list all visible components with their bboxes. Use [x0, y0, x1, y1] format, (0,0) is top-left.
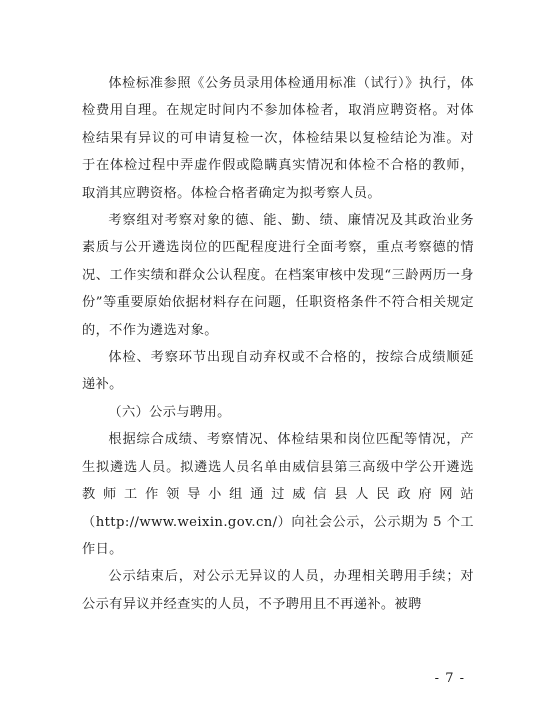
paragraph-substitution: 体检、考察环节出现自动弃权或不合格的，按综合成绩顺延递补。: [82, 350, 474, 393]
document-body: [82, 70, 474, 618]
paragraph-after-publicity: 公示结束后，对公示无异议的人员，办理相关聘用手续；对公示有异议并经查实的人员，不予聘用且不再递补。被聘: [82, 569, 474, 612]
paragraph-selection: 根据综合成绩、考察情况、体检结果和岗位匹配等情况，产生拟遴选人员。拟遴选人员名单由威信县第三高级中学公开遴选教师工作领导小组通过威信县人民政府网站（http://www.weixin.gov.cn/）向社会公示，公示期为 5 个工作日。: [82, 432, 474, 557]
paragraph-physical-exam: 体检标准参照《公务员录用体检通用标准（试行）》执行，体检费用自理。在规定时间内不参加体检者，取消应聘资格。对体检结果有异议的可申请复检一次，体检结果以复检结论为准。对于在体检过程中弄虚作假或隐瞒真实情况和体检不合格的教师，取消其应聘资格。体检合格者确定为拟考察人员。: [82, 76, 474, 201]
page-number: - 7 -: [434, 671, 465, 686]
paragraph-inspection: 考察组对考察对象的德、能、勤、绩、廉情况及其政治业务素质与公开遴选岗位的匹配程度进行全面考察，重点考察德的情况、工作实绩和群众公认程度。在档案审核中发现“三龄两历一身份”等重要原始依据材料存在问题，任职资格条件不符合相关规定的，不作为遴选对象。: [82, 213, 474, 338]
section-heading-publicity: （六）公示与聘用。: [108, 404, 231, 420]
